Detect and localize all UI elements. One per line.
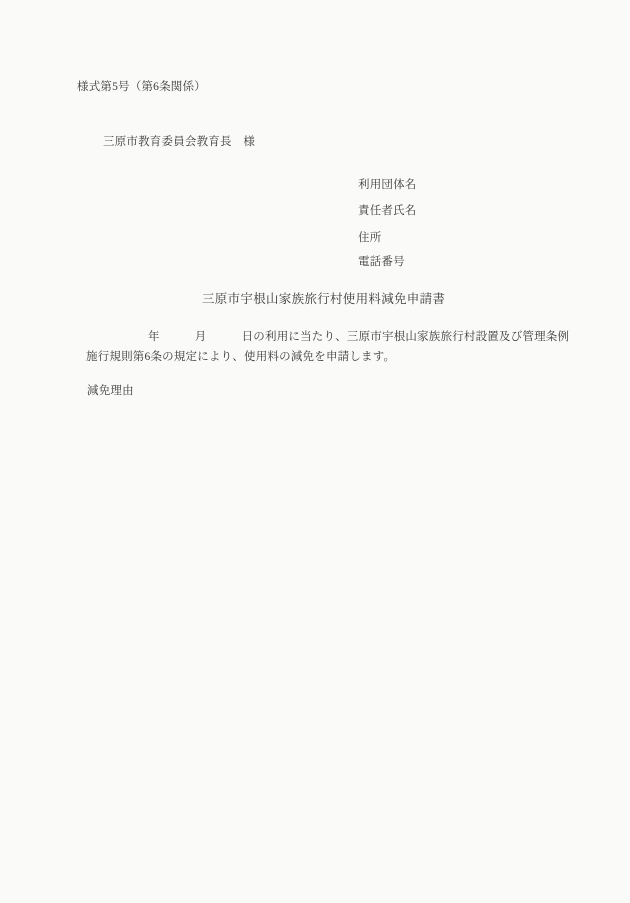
document-title: 三原市宇根山家族旅行村使用料減免申請書 (202, 292, 446, 306)
field-label-address: 住所 (358, 232, 382, 244)
field-label-representative-name: 責任者氏名 (358, 205, 417, 217)
field-label-phone-number: 電話番号 (358, 256, 405, 268)
form-number: 様式第5号（第6条関係） (77, 81, 206, 93)
statement-line-1: 年 月 日の利用に当たり、三原市宇根山家族旅行村設置及び管理条例 (148, 331, 570, 343)
recipient-line: 三原市教育委員会教育長 様 (103, 136, 256, 148)
statement-line-2: 施行規則第6条の規定により、使用料の減免を申請します。 (86, 351, 396, 363)
reason-label: 減免理由 (87, 385, 134, 397)
field-label-group-name: 利用団体名 (358, 179, 417, 191)
